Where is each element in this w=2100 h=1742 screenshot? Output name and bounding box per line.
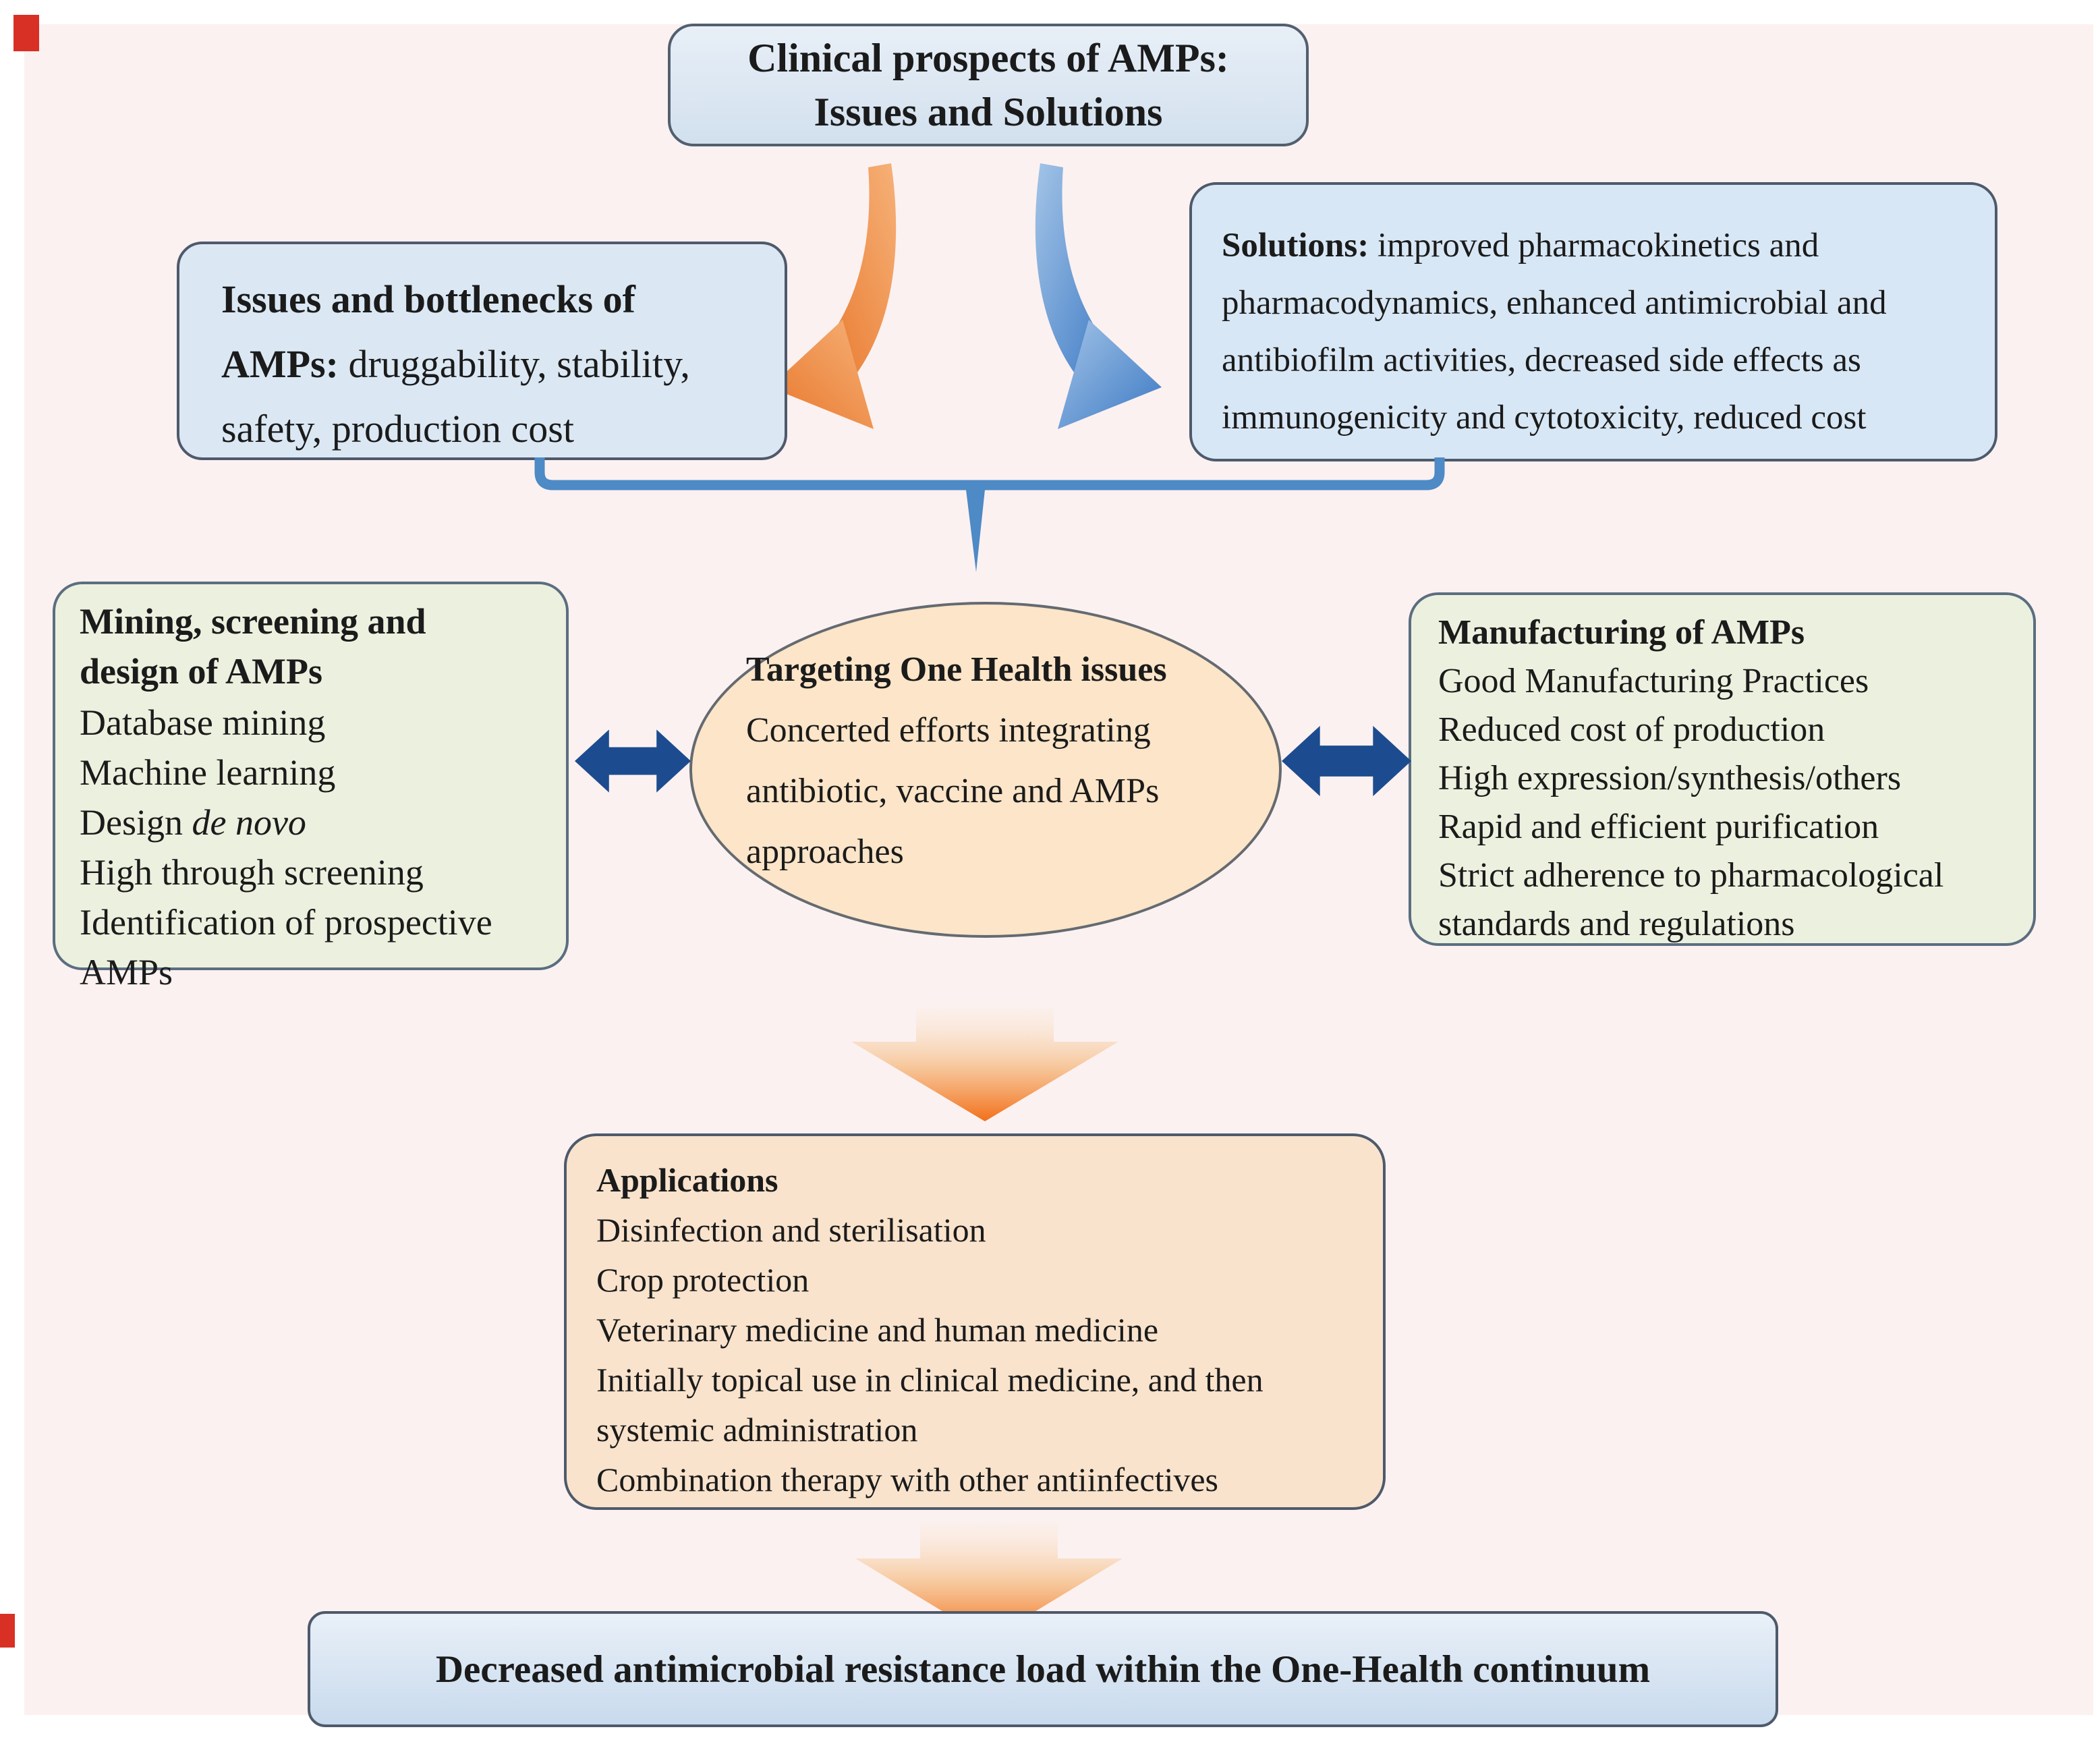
manufacturing-box xyxy=(1409,592,2036,946)
ellipse-lead: Targeting One Health issues xyxy=(746,650,1167,689)
title-line-1: Clinical prospects of AMPs: xyxy=(747,36,1229,80)
list-item: Rapid and efficient purification xyxy=(1438,808,1879,846)
manufacturing-box-title: Manufacturing of AMPs xyxy=(1438,613,1805,652)
conclusion-box xyxy=(308,1611,1778,1727)
merge-bracket-connector xyxy=(528,456,1452,578)
one-health-ellipse xyxy=(689,602,1282,938)
ellipse-rest: Concerted efforts integrating antibiotic, vaccine and AMPs approaches xyxy=(746,711,1160,871)
design-prefix: Design xyxy=(80,802,192,843)
list-item xyxy=(80,797,499,847)
list-item: Identification of prospective AMPs xyxy=(80,902,492,992)
double-headed-arrow-icon xyxy=(1282,721,1411,802)
double-headed-arrow-icon xyxy=(575,721,691,802)
solutions-rest: improved pharmacokinetics and pharmacodynamics, enhanced antimicrobial and antibiofilm activities, decreased side effects as immunogenicity and cytotoxicity, reduced cost xyxy=(1222,227,1887,437)
list-item: Good Manufacturing Practices xyxy=(1438,662,1869,700)
applications-box-title: Applications xyxy=(596,1161,778,1199)
list-item: Strict adherence to pharmacological standards and regulations xyxy=(1438,856,1944,943)
issues-lead: Issues and bottlenecks of AMPs: xyxy=(221,277,635,386)
list-item: Disinfection and sterilisation xyxy=(596,1211,986,1249)
list-item: Machine learning xyxy=(80,752,336,793)
solutions-text xyxy=(1222,217,1968,447)
list-item: Veterinary medicine and human medicine xyxy=(596,1311,1159,1349)
list-item: Crop protection xyxy=(596,1261,810,1299)
design-de-novo: de novo xyxy=(192,802,306,843)
curved-arrow-down-right-icon xyxy=(1011,161,1172,457)
conclusion-text: Decreased antimicrobial resistance load within the One-Health continuum xyxy=(435,1648,1651,1691)
down-arrow-icon xyxy=(851,1007,1118,1123)
list-item: High expression/synthesis/others xyxy=(1438,759,1902,797)
list-item: High through screening xyxy=(80,852,424,893)
issues-text xyxy=(221,267,743,461)
issues-box xyxy=(177,242,787,460)
mining-box-title: Mining, screening and design of AMPs xyxy=(80,601,426,692)
solutions-lead: Solutions: xyxy=(1222,227,1369,264)
issues-rest: druggability, stability, safety, production cost xyxy=(221,342,690,451)
list-item: Initially topical use in clinical medicine, and then systemic administration xyxy=(596,1361,1264,1449)
red-artifact-mark-left-edge xyxy=(0,1614,15,1648)
list-item: Reduced cost of production xyxy=(1438,710,1825,749)
solutions-box xyxy=(1189,182,1997,461)
mining-screening-box xyxy=(53,582,569,992)
list-item: Database mining xyxy=(80,702,326,743)
clinical-prospects-title-box xyxy=(668,24,1309,146)
red-artifact-mark-top-left xyxy=(13,15,39,51)
title-line-2: Issues and Solutions xyxy=(814,90,1163,134)
applications-box xyxy=(564,1133,1386,1510)
list-item: Combination therapy with other antiinfectives xyxy=(596,1461,1218,1498)
